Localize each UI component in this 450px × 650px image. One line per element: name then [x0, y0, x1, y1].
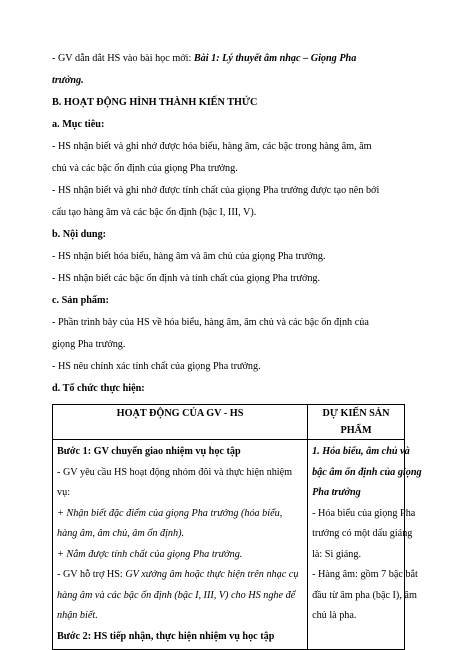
- product-line: là: Si giáng.: [312, 548, 362, 560]
- product-line: - HS nêu chính xác tính chất của giọng Pha trưởng.: [52, 361, 261, 372]
- product-line: - Hóa biểu của giọng Pha: [312, 507, 416, 519]
- activity-line: hàng âm và các bậc ổn định (bậc I, III, V) cho HS nghe để: [57, 589, 296, 601]
- activity-table: [52, 404, 422, 650]
- objective-line: - HS nhận biết và ghi nhớ được tính chất của giọng Pha trưởng được tạo nên bởi: [52, 185, 380, 196]
- content-line: - HS nhận biết hóa biểu, hàng âm và âm chủ của giọng Pha trưởng.: [52, 251, 326, 262]
- activity-line: hàng âm, âm chủ, âm ổn định).: [57, 528, 185, 539]
- objective-heading: a. Mục tiêu:: [52, 119, 105, 130]
- section-b-heading: B. HOẠT ĐỘNG HÌNH THÀNH KIẾN THỨC: [52, 97, 258, 108]
- document-body: [52, 48, 404, 400]
- table-header-row: [53, 405, 405, 440]
- lesson-title: Bài 1: Lý thuyết âm nhạc – Giọng Pha: [193, 53, 357, 64]
- step-1-heading: Bước 1: GV chuyển giao nhiệm vụ học tập: [57, 446, 241, 457]
- product-line: - Phần trình bày của HS về hóa biểu, hàng âm, âm chủ và các bậc ổn định của: [52, 317, 369, 328]
- step-2-heading: Bước 2: HS tiếp nhận, thực hiện nhiệm vụ học tập: [57, 630, 275, 642]
- product-heading-line: 1. Hóa biểu, âm chủ và: [312, 446, 410, 457]
- product-heading-line: bậc âm ổn định của giọng: [312, 466, 422, 478]
- product-line: đầu từ âm pha (bậc I), âm: [312, 589, 417, 601]
- content-heading: b. Nội dung:: [52, 229, 107, 240]
- objective-line: chủ và các bậc ổn định của giọng Pha trưởng.: [52, 163, 238, 174]
- product-cell: [308, 440, 422, 650]
- activity-line: + Nhận biết đặc điểm của giọng Pha trưởng (hóa biểu,: [57, 507, 283, 519]
- table-row: [53, 440, 405, 650]
- activity-line: - GV yêu cầu HS hoạt động nhóm đôi và thực hiện nhiệm: [57, 466, 293, 478]
- intro-prefix: - GV dẫn dắt HS vào bài học mới:: [52, 53, 194, 64]
- lesson-title-cont: trưởng.: [52, 75, 84, 86]
- intro-line-1: [52, 48, 404, 70]
- header-expected-product: DỰ KIẾN SẢN PHẨM: [308, 405, 405, 440]
- objective-line: cấu tạo hàng âm và các bậc ổn định (bậc I, III, V).: [52, 207, 257, 218]
- activity-line: vụ:: [57, 487, 71, 498]
- objective-line: - HS nhận biết và ghi nhớ được hóa biểu, hàng âm, các bậc trong hàng âm, âm: [52, 141, 372, 152]
- product-line: trưởng có một dấu giáng: [312, 528, 413, 539]
- product-heading-line: Pha trưởng: [312, 487, 361, 498]
- organization-heading: d. Tổ chức thực hiện:: [52, 383, 145, 394]
- product-line: chủ là pha.: [312, 610, 357, 621]
- activity-line: [57, 565, 303, 586]
- product-line: giọng Pha trưởng.: [52, 339, 126, 350]
- product-line: - Hàng âm: gồm 7 bậc bắt: [312, 569, 418, 580]
- activity-line: + Nắm được tính chất của giọng Pha trưởng.: [57, 548, 243, 560]
- support-text: GV xướng âm hoặc thực hiện trên nhạc cụ: [125, 569, 299, 580]
- activity-cell: [53, 440, 308, 650]
- header-teacher-student: HOẠT ĐỘNG CỦA GV - HS: [53, 405, 308, 440]
- content-line: - HS nhận biết các bậc ổn định và tính chất của giọng Pha trưởng.: [52, 273, 321, 284]
- support-prefix: - GV hỗ trợ HS:: [57, 569, 126, 580]
- product-heading: c. Sản phẩm:: [52, 295, 109, 306]
- activity-line: nhận biết.: [57, 610, 98, 621]
